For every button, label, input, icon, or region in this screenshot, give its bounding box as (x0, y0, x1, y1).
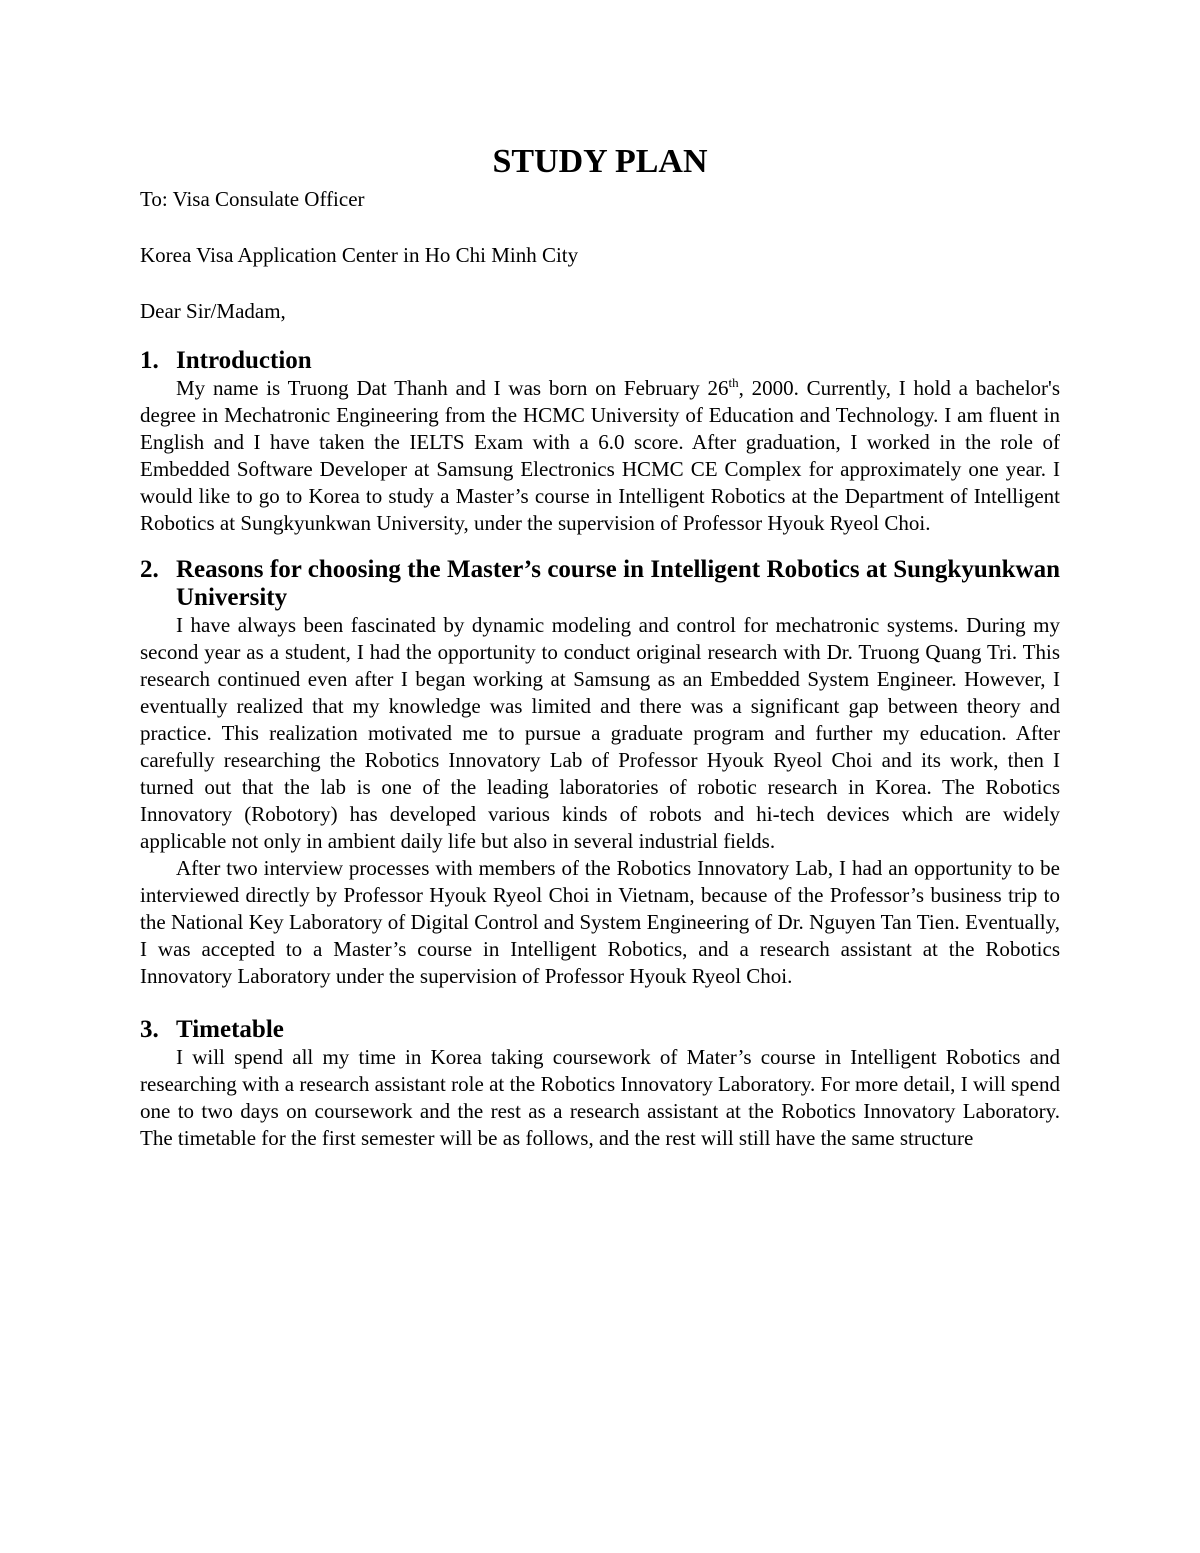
intro-text-rest: , 2000. Currently, I hold a bachelor's degree in Mechatronic Engineering from the HCMC University of Education and Technology. I am fluent in English and I have taken the IELTS Exam with a 6.0 score. After graduation, I worked in the role of Embedded Software Developer at Samsung Electronics HCMC CE Complex for approximately one year. I would like to go to Korea to study a Master’s course in Intelligent Robotics at the Department of Intelligent Robotics at Sungkyunkwan University, under the supervision of Professor Hyouk Ryeol Choi. (140, 376, 1060, 535)
salutation: Dear Sir/Madam, (140, 299, 286, 323)
visa-center-line: Korea Visa Application Center in Ho Chi Minh City (140, 243, 579, 267)
timetable-paragraph: I will spend all my time in Korea taking coursework of Mater’s course in Intelligent Robotics and researching with a research assistant role at the Robotics Innovatory Laboratory. For more detail, I will spend one to two days on coursework and the rest as a research assistant at the Robotics Innovatory Laboratory. The timetable for the first semester will be as follows, and the rest will still have the same structure (140, 1045, 1060, 1150)
reasons-paragraph-2: After two interview processes with members of the Robotics Innovatory Lab, I had an opportunity to be interviewed directly by Professor Hyouk Ryeol Choi in Vietnam, because of the Professor’s business trip to the National Key Laboratory of Digital Control and System Engineering of Dr. Nguyen Tan Tien. Eventually, I was accepted to a Master’s course in Intelligent Robotics, and a research assistant at the Robotics Innovatory Laboratory under the supervision of Professor Hyouk Ryeol Choi. (140, 856, 1060, 988)
recipient-line: To: Visa Consulate Officer (140, 187, 365, 211)
introduction-paragraph (140, 375, 1060, 537)
section-reasons (140, 556, 1060, 990)
section-timetable (140, 1016, 1060, 1152)
section-number: 2. (140, 556, 159, 583)
reasons-paragraph-1: I have always been fascinated by dynamic modeling and control for mechatronic systems. During my second year as a student, I had the opportunity to conduct original research with Dr. Truong Quang Tri. This research continued even after I began working at Samsung as an Embedded System Engineer. However, I eventually realized that my knowledge was limited and there was a significant gap between theory and practice. This realization motivated me to pursue a graduate program and further my education. After carefully researching the Robotics Innovatory Lab of Professor Hyouk Ryeol Choi and its work, then I turned out that the lab is one of the leading laboratories of robotic research in Korea. The Robotics Innovatory (Robotory) has developed various kinds of robots and hi-tech devices which are widely applicable not only in ambient daily life but also in several industrial fields. (140, 613, 1060, 853)
section-introduction (140, 347, 1060, 537)
intro-text-start: My name is Truong Dat Thanh and I was born on February 26 (176, 376, 729, 400)
section-heading (140, 1016, 1060, 1044)
section-number: 3. (140, 1016, 159, 1043)
section-title: Reasons for choosing the Master’s course in Intelligent Robotics at Sungkyunkwan University (176, 556, 1060, 611)
document-title: STUDY PLAN (492, 143, 708, 180)
document-body (140, 140, 1060, 1152)
section-heading (140, 556, 1060, 612)
section-title: Timetable (176, 1016, 284, 1043)
section-title: Introduction (176, 347, 312, 374)
superscript-ordinal: th (728, 375, 739, 390)
section-number: 1. (140, 347, 159, 374)
section-heading (140, 347, 1060, 375)
